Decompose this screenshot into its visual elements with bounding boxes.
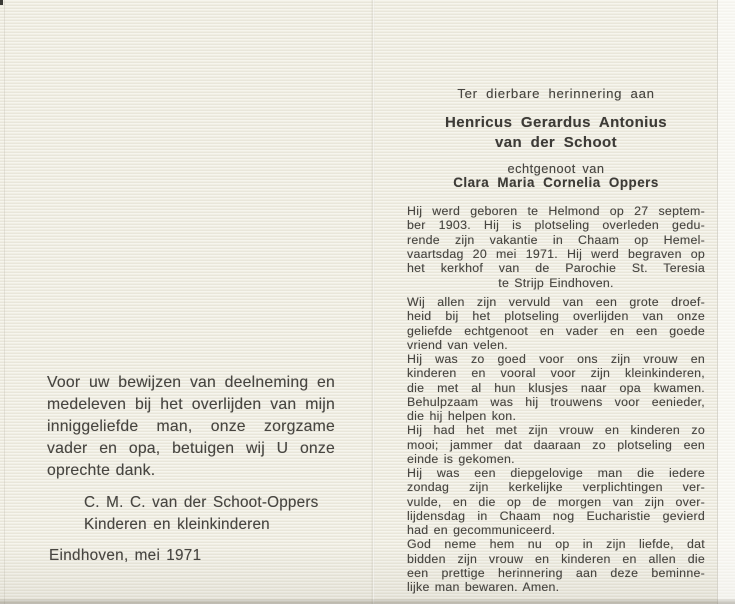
text-line: bidden zijn vrouw en kinderen en allen die bbox=[407, 551, 705, 566]
biography-paragraph bbox=[407, 204, 705, 290]
text-line: rende zijn vakantie in Chaam op Hemel- bbox=[407, 232, 705, 247]
text-line: Behulpzaam was hij trouwens voor eenieder, bbox=[407, 394, 705, 409]
text-line: geliefde echtgenoot en vader en een goede bbox=[407, 323, 705, 338]
text-line: einde is gekomen. bbox=[407, 451, 515, 466]
text-line: te Strijp Eindhoven. bbox=[498, 275, 614, 290]
text-line: oprechte dank. bbox=[47, 462, 156, 480]
left-crease-line bbox=[4, 0, 5, 604]
text-line: die met al hun klusjes naar opa kwamen. bbox=[407, 380, 705, 395]
memorial-intro: Ter dierbare herinnering aan bbox=[457, 86, 655, 101]
scan-bottom-edge bbox=[0, 599, 735, 604]
text-line: medeleven bij het overlijden van mijn bbox=[47, 396, 335, 414]
text-line: Voor uw bewijzen van deelneming en bbox=[47, 374, 335, 391]
text-line: heid bij het plotseling overlijden van onze bbox=[407, 309, 705, 324]
deceased-name bbox=[406, 113, 706, 152]
deceased-name-line2: van der Schoot bbox=[495, 133, 617, 151]
text-line: ber 1903. Hij is plotseling overleden gedu- bbox=[407, 218, 705, 233]
text-line: Wij allen zijn vervuld van een grote droef- bbox=[407, 295, 705, 309]
thank-you-paragraph bbox=[47, 372, 335, 482]
text-line: vriend van velen. bbox=[407, 337, 508, 352]
text-line: het kerkhof van de Parochie St. Teresia bbox=[407, 261, 705, 276]
deceased-name-line1: Henricus Gerardus Antonius bbox=[444, 114, 668, 131]
text-line: lijke man bewaren. Amen. bbox=[407, 580, 560, 594]
text-line: Hij werd geboren te Helmond op 27 septem- bbox=[407, 204, 705, 218]
scan-corner-artifact bbox=[0, 0, 3, 5]
text-line: Hij was een diepgelovige man die iedere bbox=[407, 466, 705, 480]
text-line: God neme hem nu op in zijn liefde, dat bbox=[407, 537, 705, 552]
text-line: een prettige herinnering aan deze beminne- bbox=[407, 565, 705, 580]
text-line: die hij helpen kon. bbox=[407, 409, 517, 423]
text-line: lijdensdag in Chaam nog Eucharistie gevierd bbox=[407, 508, 705, 523]
text-line: inniggeliefde man, onze zorgzame bbox=[47, 418, 335, 436]
text-line: kinderen en vooral voor zijn kleinkinderen, bbox=[407, 366, 705, 381]
text-line: vader en opa, betuigen wij U onze bbox=[47, 440, 335, 458]
signature-block bbox=[84, 492, 354, 535]
text-line: zondag zijn kerkelijke verplichtingen ver- bbox=[407, 480, 705, 495]
place-date: Eindhoven, mei 1971 bbox=[49, 547, 202, 564]
text-line: vaartsdag 20 mei 1971. Hij werd begraven op bbox=[407, 247, 705, 262]
text-line: had en gecommuniceerd. bbox=[407, 523, 556, 537]
memorial-text bbox=[407, 295, 705, 594]
signature-name: C. M. C. van der Schoot-Oppers bbox=[84, 494, 319, 511]
scan-right-edge bbox=[717, 0, 735, 604]
text-line: Hij was zo goed voor ons zijn vrouw en bbox=[407, 352, 705, 366]
text-line: Hij had het met zijn vrouw en kinderen zo bbox=[407, 423, 705, 438]
spouse-label: echtgenoot van bbox=[507, 161, 605, 176]
text-line: vulde, en die op de morgen van zijn over- bbox=[407, 494, 705, 509]
text-line: mooi; jammer dat daaraan zo plotseling een bbox=[407, 437, 705, 452]
signature-family: Kinderen en kleinkinderen bbox=[84, 515, 270, 533]
center-fold-line bbox=[371, 0, 375, 604]
spouse-name: Clara Maria Cornelia Oppers bbox=[453, 175, 659, 190]
